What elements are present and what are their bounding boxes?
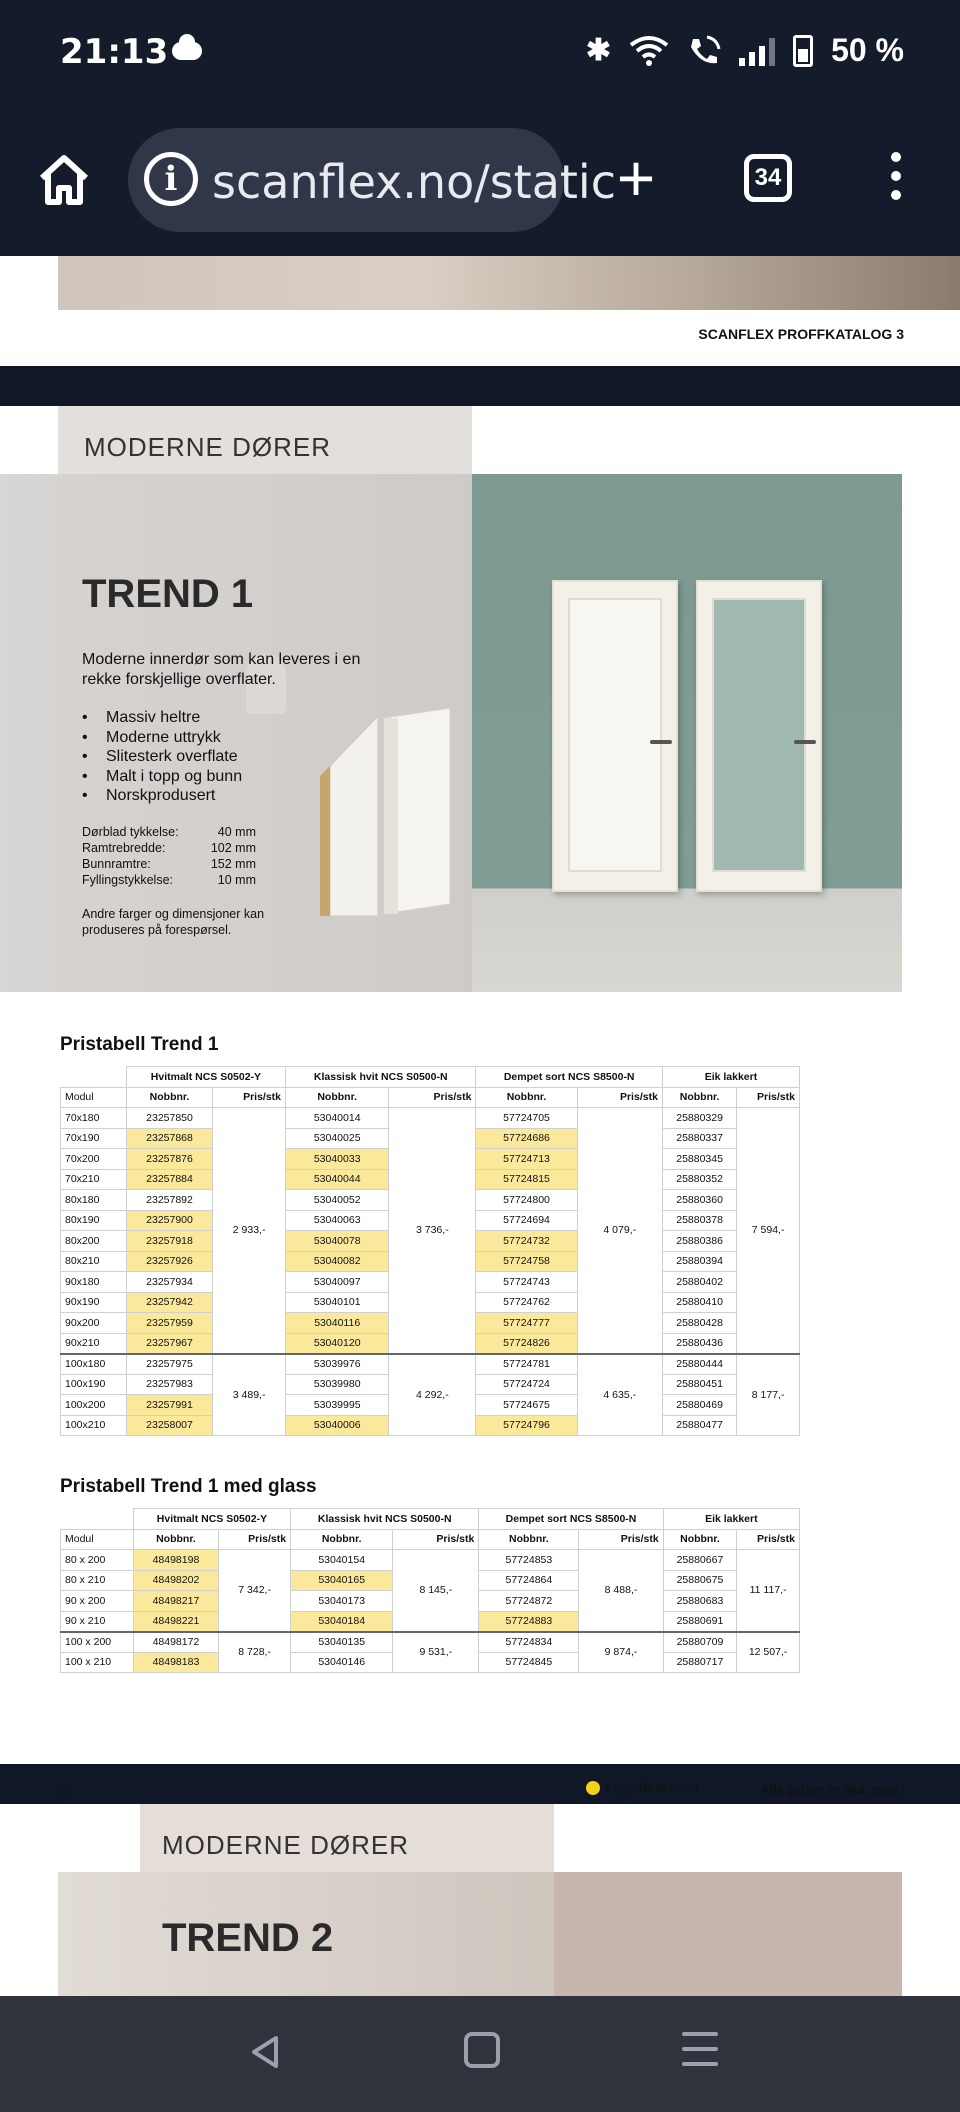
col-header: Nobbnr. (476, 1087, 577, 1108)
col-header: Modul (61, 1087, 127, 1108)
nobb-cell: 25880444 (662, 1354, 736, 1375)
nobb-cell: 57724781 (476, 1354, 577, 1375)
status-icons (586, 32, 904, 69)
nobb-cell: 53040078 (286, 1231, 389, 1252)
wifi-call-icon (687, 35, 721, 67)
col-header: Pris/stk (737, 1529, 800, 1550)
modul-cell: 80x190 (61, 1210, 127, 1231)
new-tab-button[interactable]: + (616, 141, 656, 215)
nobb-cell: 53040044 (286, 1169, 389, 1190)
price-cell: 3 736,- (389, 1108, 476, 1354)
custom-order-note: Andre farger og dimensjoner kan produseres på forespørsel. (82, 907, 265, 937)
nobb-cell: 57724675 (476, 1395, 577, 1416)
col-header: Nobbnr. (663, 1529, 737, 1550)
hero-door-image (472, 474, 902, 992)
nobb-cell: 25880436 (662, 1333, 736, 1354)
col-header: Pris/stk (737, 1087, 800, 1108)
nobb-cell: 57724724 (476, 1374, 577, 1395)
prices-note: Alle priser er eks. mva. (760, 1782, 902, 1797)
price-table-title: Pristabell Trend 1 (60, 1034, 219, 1055)
group-header: Eik lakkert (662, 1067, 799, 1088)
nobb-cell: 25880378 (662, 1210, 736, 1231)
col-header: Pris/stk (577, 1087, 662, 1108)
bluetooth-icon: ✱ (585, 34, 612, 67)
price-cell: 9 531,- (393, 1632, 479, 1673)
nobb-cell: 57724743 (476, 1272, 577, 1293)
nobb-cell: 53040006 (286, 1415, 389, 1436)
nobb-cell: 25880394 (662, 1251, 736, 1272)
col-header: Nobbnr. (133, 1529, 218, 1550)
feature-list (82, 708, 242, 806)
modul-cell: 100x200 (61, 1395, 127, 1416)
nobb-cell: 25880402 (662, 1272, 736, 1293)
feature-item: • Massiv heltre (82, 708, 242, 728)
modul-cell: 90 x 200 (61, 1591, 134, 1612)
nobb-cell: 48498217 (133, 1591, 218, 1612)
legend (586, 1780, 699, 1795)
spec-row: Bunnramtre: 152 mm (82, 857, 256, 871)
modul-cell: 80x200 (61, 1231, 127, 1252)
page-4 (0, 406, 960, 1800)
modul-cell: 100x210 (61, 1415, 127, 1436)
nobb-cell: 25880428 (662, 1313, 736, 1334)
legend-label: Lagerførte varer (606, 1780, 700, 1795)
feature-item: • Norskprodusert (82, 786, 242, 806)
col-header: Nobbnr. (291, 1529, 393, 1550)
nobb-cell: 53039976 (286, 1354, 389, 1375)
col-header: Modul (61, 1529, 134, 1550)
modul-cell: 100x190 (61, 1374, 127, 1395)
nobb-cell: 23257934 (126, 1272, 212, 1293)
stock-dot-icon (586, 1781, 600, 1795)
nobb-cell: 23257959 (126, 1313, 212, 1334)
nobb-cell: 57724853 (479, 1550, 579, 1571)
price-cell: 4 079,- (577, 1108, 662, 1354)
nobb-cell: 23257850 (126, 1108, 212, 1129)
nobb-cell: 53040097 (286, 1272, 389, 1293)
product-intro: Moderne innerdør som kan leveres i en rekke forskjellige overflater. (82, 651, 361, 688)
spec-row: Ramtrebredde: 102 mm (82, 841, 256, 855)
nobb-cell: 48498221 (133, 1611, 218, 1632)
nobb-cell: 53040154 (291, 1550, 393, 1571)
nobb-cell: 53040184 (291, 1611, 393, 1632)
price-cell: 4 292,- (389, 1354, 476, 1436)
nobb-cell: 23257918 (126, 1231, 212, 1252)
modul-cell: 70x180 (61, 1108, 127, 1129)
back-icon[interactable] (246, 2032, 286, 2072)
nobb-cell: 57724815 (476, 1169, 577, 1190)
col-header: Pris/stk (219, 1529, 291, 1550)
nobb-cell: 25880709 (663, 1632, 737, 1653)
rug-image (58, 256, 960, 310)
feature-item: • Malt i topp og bunn (82, 767, 242, 787)
nobb-cell: 57724758 (476, 1251, 577, 1272)
spec-list (82, 824, 256, 888)
modul-cell: 100x180 (61, 1354, 127, 1375)
modul-cell: 90x190 (61, 1292, 127, 1313)
nobb-cell: 25880675 (663, 1570, 737, 1591)
status-bar (0, 0, 960, 108)
table-row (61, 1632, 800, 1653)
nobb-cell: 53040033 (286, 1149, 389, 1170)
group-header: Dempet sort NCS S8500-N (476, 1067, 662, 1088)
nobb-cell: 53040052 (286, 1190, 389, 1211)
nobb-cell: 57724796 (476, 1415, 577, 1436)
modul-cell: 100 x 210 (61, 1652, 134, 1673)
modul-cell: 80x180 (61, 1190, 127, 1211)
nobb-cell: 23257926 (126, 1251, 212, 1272)
nobb-cell: 53040120 (286, 1333, 389, 1354)
nobb-cell: 57724845 (479, 1652, 579, 1673)
group-header: Dempet sort NCS S8500-N (479, 1509, 663, 1530)
browser-toolbar (0, 108, 960, 256)
status-time: 21:13 (60, 32, 169, 72)
nobb-cell: 53040165 (291, 1570, 393, 1591)
door-solid (552, 580, 678, 892)
nobb-cell: 53040082 (286, 1251, 389, 1272)
table-row (61, 1354, 800, 1375)
price-cell: 11 117,- (737, 1550, 800, 1632)
pdf-viewer[interactable] (0, 256, 960, 1996)
section-tag: MODERNE DØRER (84, 432, 332, 462)
nobb-cell: 25880717 (663, 1652, 737, 1673)
price-cell: 7 594,- (737, 1108, 800, 1354)
price-cell: 3 489,- (213, 1354, 286, 1436)
section-tag: MODERNE DØRER (162, 1830, 410, 1860)
cloud-icon (172, 42, 202, 60)
nobb-cell: 23257975 (126, 1354, 212, 1375)
nobb-cell: 23257983 (126, 1374, 212, 1395)
page-5 (0, 1804, 960, 2004)
nobb-cell: 48498183 (133, 1652, 218, 1673)
price-cell: 8 177,- (737, 1354, 800, 1436)
modul-cell: 80 x 200 (61, 1550, 134, 1571)
nobb-cell: 57724686 (476, 1128, 577, 1149)
catalog-label: SCANFLEX PROFFKATALOG 3 (698, 326, 904, 342)
nobb-cell: 25880329 (662, 1108, 736, 1129)
nobb-cell: 23257876 (126, 1149, 212, 1170)
nobb-cell: 23258007 (126, 1415, 212, 1436)
nobb-cell: 57724762 (476, 1292, 577, 1313)
battery-level: 50 % (831, 32, 904, 68)
table-row (61, 1550, 800, 1571)
nobb-cell: 25880469 (662, 1395, 736, 1416)
modul-cell: 100 x 200 (61, 1632, 134, 1653)
col-header: Pris/stk (393, 1529, 479, 1550)
overflow-menu-icon[interactable] (886, 152, 906, 208)
nobb-cell: 25880386 (662, 1231, 736, 1252)
price-cell: 8 488,- (579, 1550, 663, 1632)
col-header: Nobbnr. (479, 1529, 579, 1550)
spec-row: Dørblad tykkelse: 40 mm (82, 825, 256, 839)
nobb-cell: 25880451 (662, 1374, 736, 1395)
col-header: Nobbnr. (286, 1087, 389, 1108)
nobb-cell: 57724883 (479, 1611, 579, 1632)
tab-switcher-button[interactable]: 34 (744, 154, 792, 202)
page-number: 4 (60, 1786, 67, 1800)
page5-door-image (554, 1872, 902, 2012)
modul-cell: 80 x 210 (61, 1570, 134, 1591)
nobb-cell: 25880683 (663, 1591, 737, 1612)
nobb-cell: 25880337 (662, 1128, 736, 1149)
nobb-cell: 57724864 (479, 1570, 579, 1591)
nobb-cell: 53040116 (286, 1313, 389, 1334)
col-header: Pris/stk (579, 1529, 663, 1550)
modul-cell: 70x210 (61, 1169, 127, 1190)
nobb-cell: 53039995 (286, 1395, 389, 1416)
price-cell: 9 874,- (579, 1632, 663, 1673)
page-3 (0, 256, 960, 366)
price-table-trend1 (60, 1066, 800, 1436)
nobb-cell: 53040025 (286, 1128, 389, 1149)
nobb-cell: 57724705 (476, 1108, 577, 1129)
nobb-cell: 25880360 (662, 1190, 736, 1211)
site-info-icon[interactable]: i (144, 152, 198, 206)
signal-icon (739, 36, 775, 66)
nobb-cell: 23257900 (126, 1210, 212, 1231)
product-title: TREND 1 (82, 572, 254, 616)
modul-cell: 90x200 (61, 1313, 127, 1334)
nobb-cell: 57724834 (479, 1632, 579, 1653)
nobb-cell: 53040014 (286, 1108, 389, 1129)
nobb-cell: 48498202 (133, 1570, 218, 1591)
price-cell: 7 342,- (219, 1550, 291, 1632)
recent-apps-icon[interactable] (682, 2032, 718, 2068)
nobb-cell: 57724732 (476, 1231, 577, 1252)
spec-row: Fyllingstykkelse: 10 mm (82, 873, 256, 887)
col-header: Nobbnr. (662, 1087, 736, 1108)
battery-icon (793, 35, 813, 67)
nobb-cell: 53040063 (286, 1210, 389, 1231)
price-table-trend1-glass (60, 1508, 800, 1673)
modul-cell: 80x210 (61, 1251, 127, 1272)
nobb-cell: 48498198 (133, 1550, 218, 1571)
nobb-cell: 23257942 (126, 1292, 212, 1313)
nobb-cell: 23257991 (126, 1395, 212, 1416)
nobb-cell: 57724826 (476, 1333, 577, 1354)
price-cell: 8 145,- (393, 1550, 479, 1632)
nobb-cell: 25880477 (662, 1415, 736, 1436)
nobb-cell: 57724800 (476, 1190, 577, 1211)
modul-cell: 90x180 (61, 1272, 127, 1293)
nobb-cell: 23257868 (126, 1128, 212, 1149)
nobb-cell: 23257967 (126, 1333, 212, 1354)
col-header: Nobbnr. (126, 1087, 212, 1108)
nobb-cell: 48498172 (133, 1632, 218, 1653)
nobb-cell: 53039980 (286, 1374, 389, 1395)
col-header: Pris/stk (389, 1087, 476, 1108)
nobb-cell: 57724713 (476, 1149, 577, 1170)
price-cell: 2 933,- (213, 1108, 286, 1354)
nobb-cell: 25880667 (663, 1550, 737, 1571)
price-cell: 4 635,- (577, 1354, 662, 1436)
system-nav-bar (0, 1996, 960, 2112)
home-nav-icon[interactable] (464, 2032, 500, 2068)
col-header: Pris/stk (213, 1087, 286, 1108)
nobb-cell: 53040101 (286, 1292, 389, 1313)
modul-cell: 70x200 (61, 1149, 127, 1170)
nobb-cell: 57724872 (479, 1591, 579, 1612)
modul-cell: 70x190 (61, 1128, 127, 1149)
url-text[interactable]: scanflex.no/static (212, 155, 617, 209)
address-bar[interactable] (128, 128, 617, 232)
table-row (61, 1108, 800, 1129)
nobb-cell: 57724777 (476, 1313, 577, 1334)
nobb-cell: 23257892 (126, 1190, 212, 1211)
door-glass (696, 580, 822, 892)
product-title: TREND 2 (162, 1916, 334, 1960)
modul-cell: 90 x 210 (61, 1611, 134, 1632)
nobb-cell: 53040135 (291, 1632, 393, 1653)
nobb-cell: 57724694 (476, 1210, 577, 1231)
nobb-cell: 53040146 (291, 1652, 393, 1673)
nobb-cell: 25880345 (662, 1149, 736, 1170)
nobb-cell: 25880352 (662, 1169, 736, 1190)
nobb-cell: 25880691 (663, 1611, 737, 1632)
price-cell: 8 728,- (219, 1632, 291, 1673)
nobb-cell: 53040173 (291, 1591, 393, 1612)
price-table-glass-title: Pristabell Trend 1 med glass (60, 1476, 317, 1497)
feature-item: • Slitesterk overflate (82, 747, 242, 767)
nobb-cell: 23257884 (126, 1169, 212, 1190)
home-icon[interactable] (36, 152, 92, 208)
feature-item: • Moderne uttrykk (82, 728, 242, 748)
group-header: Eik lakkert (663, 1509, 799, 1530)
wifi-icon (629, 35, 669, 67)
door-profile-image (300, 706, 460, 916)
price-cell: 12 507,- (737, 1632, 800, 1673)
group-header: Hvitmalt NCS S0502-Y (133, 1509, 290, 1530)
modul-cell: 90x210 (61, 1333, 127, 1354)
group-header: Klassisk hvit NCS S0500-N (291, 1509, 479, 1530)
group-header: Klassisk hvit NCS S0500-N (286, 1067, 476, 1088)
group-header: Hvitmalt NCS S0502-Y (126, 1067, 285, 1088)
nobb-cell: 25880410 (662, 1292, 736, 1313)
